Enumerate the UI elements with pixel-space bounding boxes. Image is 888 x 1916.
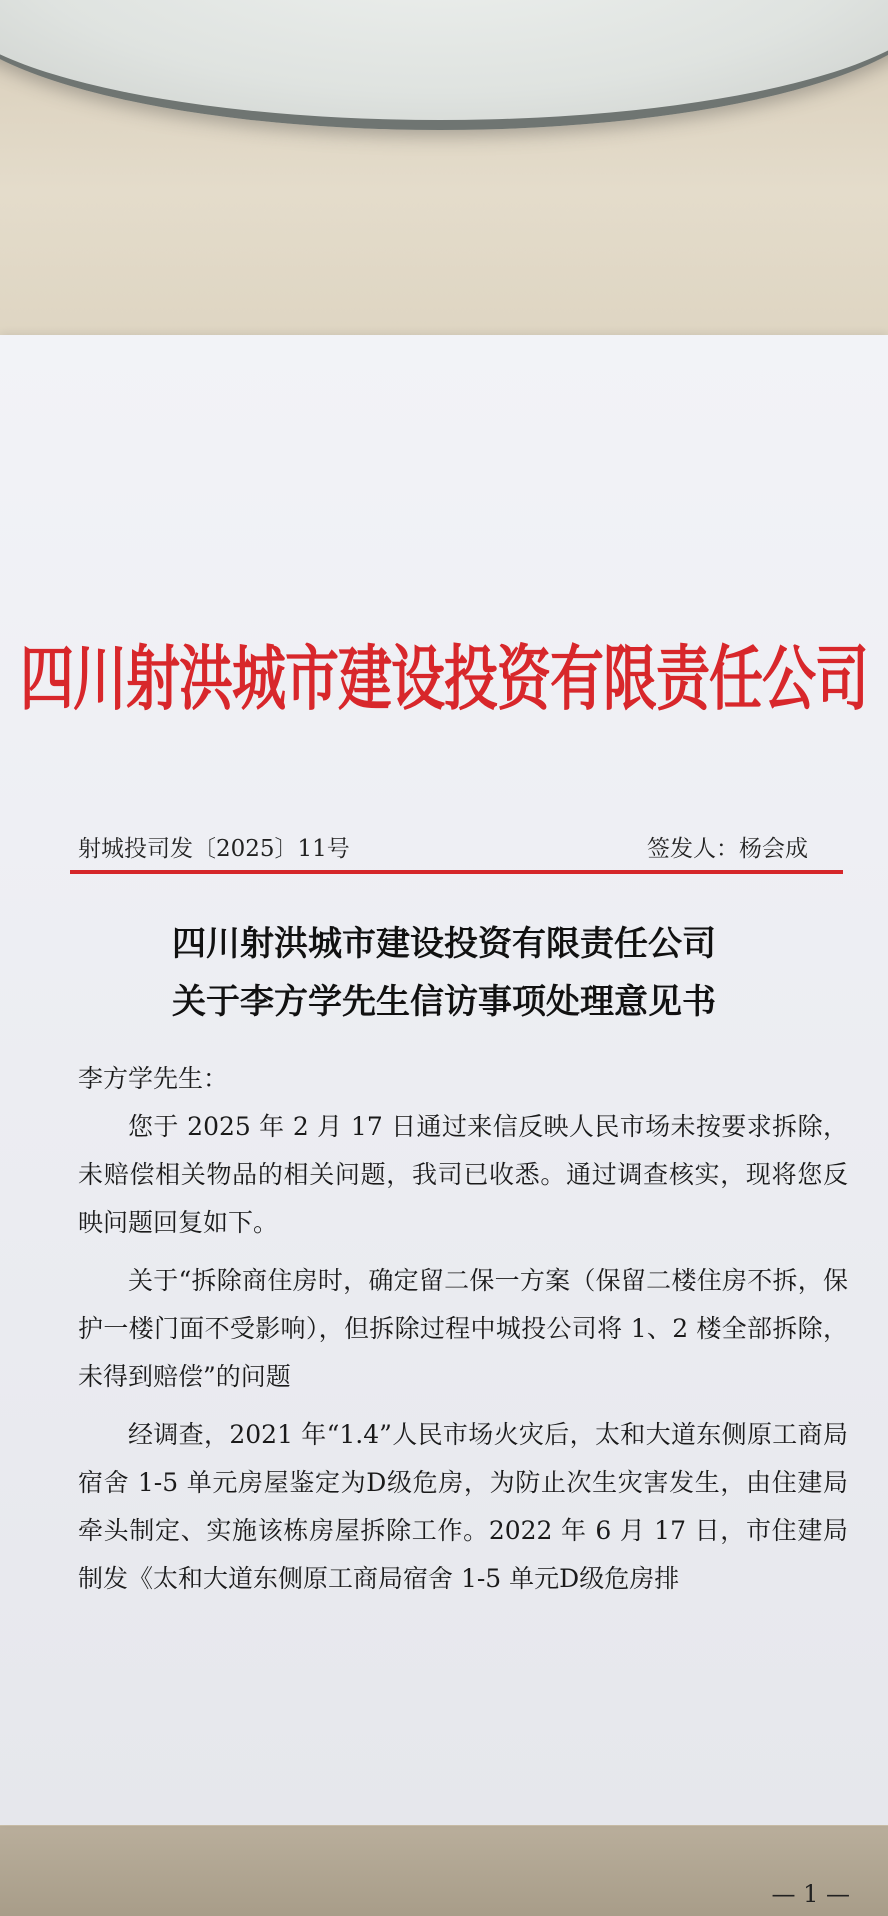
paragraph: 您于 2025 年 2 月 17 日通过来信反映人民市场未按要求拆除，未赔偿相关物品的相关问题，我司已收悉。通过调查核实，现将您反映问题回复如下。 [78, 1112, 848, 1237]
paragraph: 经调查，2021 年“1.4”人民市场火灾后，太和大道东侧原工商局宿舍 1-5 单元房屋鉴定为D级危房，为防止次生灾害发生，由住建局牵头制定、实施该栋房屋拆除工作。2022 年 6 月 17 日，市住建局制发《太和大道东侧原工商局宿舍 1-5 单元D级危房排 [78, 1420, 848, 1593]
title-line-1: 四川射洪城市建设投资有限责任公司 [172, 924, 716, 964]
document-page [0, 335, 888, 1908]
title-line-2: 关于李方学先生信访事项处理意见书 [172, 982, 716, 1022]
red-divider [70, 870, 843, 874]
document-body [78, 1055, 848, 1603]
glass-plate [0, 0, 888, 130]
document-number: 射城投司发〔2025〕11号 [78, 836, 350, 862]
salutation: 李方学先生： [78, 1064, 229, 1093]
document-title [0, 915, 888, 1031]
table-surface [0, 1826, 888, 1916]
signer: 签发人：杨会成 [647, 836, 808, 862]
page-number: — 1 — [771, 1880, 850, 1908]
paragraph: 关于“拆除商住房时，确定留二保一方案（保留二楼住房不拆，保护一楼门面不受影响），但拆除过程中城投公司将 1、2 楼全部拆除，未得到赔偿”的问题 [78, 1266, 848, 1391]
letterhead-org-name: 四川射洪城市建设投资有限责任公司 [20, 636, 868, 720]
